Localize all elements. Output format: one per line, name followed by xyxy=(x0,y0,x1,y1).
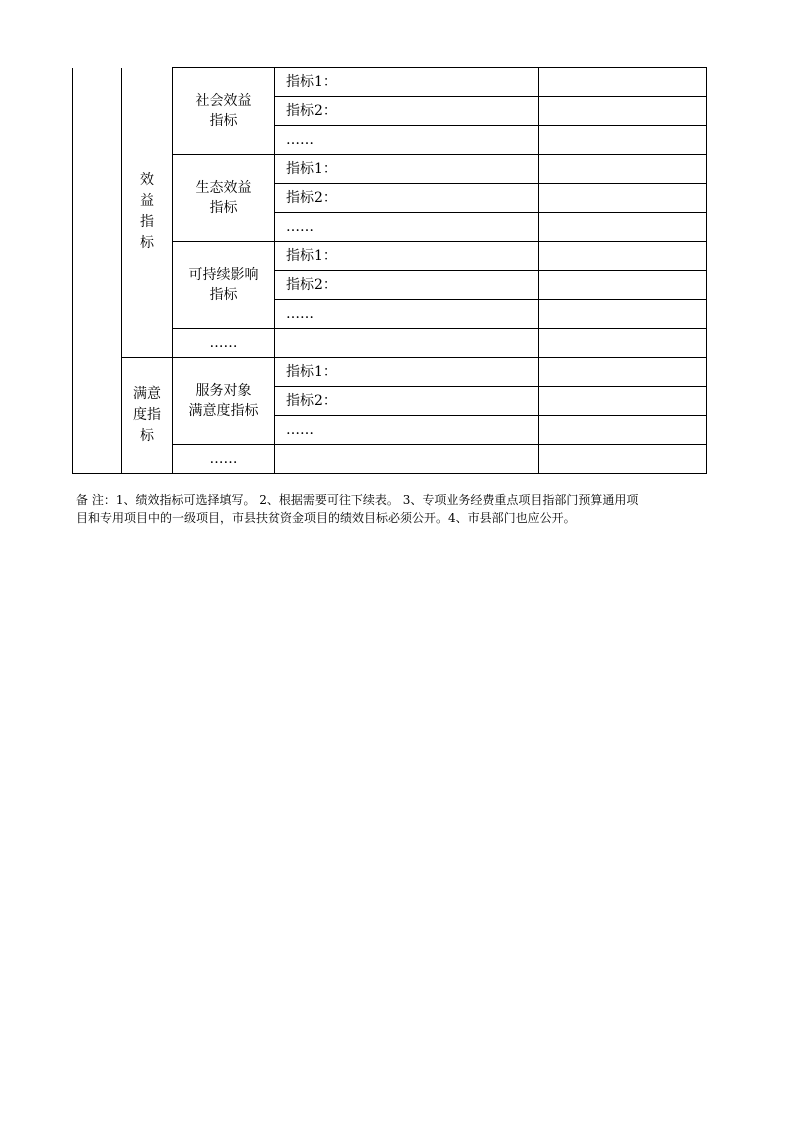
indicator-value-cell[interactable] xyxy=(539,126,707,155)
indicator-value-cell[interactable] xyxy=(539,300,707,329)
indicator-name-cell[interactable]: 指标1： xyxy=(275,68,539,97)
indicator-value-cell[interactable] xyxy=(539,416,707,445)
indicator-name-cell[interactable]: 指标2： xyxy=(275,97,539,126)
indicator-name-cell[interactable] xyxy=(275,329,539,358)
indicator-value-cell[interactable] xyxy=(539,213,707,242)
service-satisfaction-label-1: 服务对象 xyxy=(195,383,252,399)
indicator-name-cell[interactable]: …… xyxy=(275,416,539,445)
indicator-value-cell[interactable] xyxy=(539,445,707,474)
indicator-name-cell[interactable]: …… xyxy=(275,300,539,329)
indicator-value-cell[interactable] xyxy=(539,329,707,358)
sustainable-impact-label-2: 指标 xyxy=(209,287,238,303)
performance-indicator-table xyxy=(72,67,707,474)
service-satisfaction-label-2: 满意度指标 xyxy=(188,403,259,419)
indicator-name-cell[interactable]: 指标2： xyxy=(275,184,539,213)
indicator-value-cell[interactable] xyxy=(539,271,707,300)
footnote-line-1: 备 注：1、绩效指标可选择填写。 2、根据需要可往下续表。 3、专项业务经费重点项目指部门预算通用项 xyxy=(76,493,639,507)
footnote xyxy=(76,491,716,527)
indicator-name-cell[interactable]: 指标2： xyxy=(275,271,539,300)
indicator-name-cell[interactable] xyxy=(275,445,539,474)
indicator-value-cell[interactable] xyxy=(539,97,707,126)
satisfaction-more-cell: …… xyxy=(173,445,275,474)
indicator-value-cell[interactable] xyxy=(539,68,707,97)
sustainable-impact-label-1: 可持续影响 xyxy=(188,267,259,283)
social-benefit-cell xyxy=(173,68,275,155)
footnote-line-2: 目和专用项目中的一级项目，市县扶贫资金项目的绩效目标必须公开。4、市县部门也应公开。 xyxy=(76,511,576,525)
satisfaction-indicator-label: 满意度指标 xyxy=(133,386,161,444)
indicator-value-cell[interactable] xyxy=(539,387,707,416)
level1-indicator-cell xyxy=(73,68,122,474)
indicator-value-cell[interactable] xyxy=(539,242,707,271)
ecological-benefit-label-2: 指标 xyxy=(209,200,238,216)
indicator-name-cell[interactable]: …… xyxy=(275,213,539,242)
indicator-name-cell[interactable]: 指标1： xyxy=(275,358,539,387)
indicator-name-cell[interactable]: 指标1： xyxy=(275,242,539,271)
satisfaction-indicator-cell xyxy=(122,358,173,474)
social-benefit-label-2: 指标 xyxy=(209,113,238,129)
indicator-name-cell[interactable]: …… xyxy=(275,126,539,155)
benefit-more-cell: …… xyxy=(173,329,275,358)
indicator-value-cell[interactable] xyxy=(539,184,707,213)
service-satisfaction-cell xyxy=(173,358,275,445)
indicator-name-cell[interactable]: 指标2： xyxy=(275,387,539,416)
benefit-indicator-cell xyxy=(122,68,173,358)
sustainable-impact-cell xyxy=(173,242,275,329)
indicator-value-cell[interactable] xyxy=(539,155,707,184)
table-row xyxy=(73,68,707,97)
indicator-name-cell[interactable]: 指标1： xyxy=(275,155,539,184)
social-benefit-label-1: 社会效益 xyxy=(195,93,252,109)
benefit-indicator-label: 效益指标 xyxy=(140,172,154,252)
table-row xyxy=(73,358,707,387)
ecological-benefit-cell xyxy=(173,155,275,242)
ecological-benefit-label-1: 生态效益 xyxy=(195,180,252,196)
indicator-value-cell[interactable] xyxy=(539,358,707,387)
